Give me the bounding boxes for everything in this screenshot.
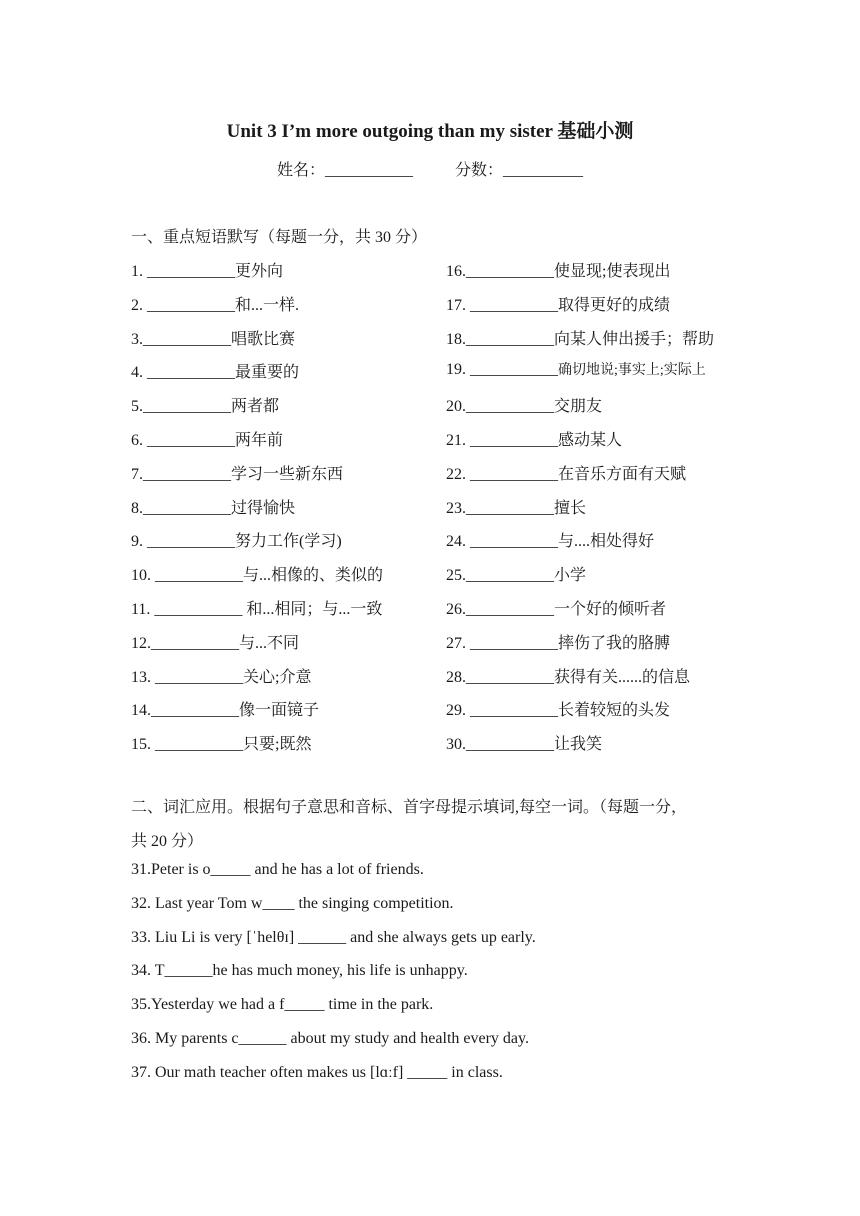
phrase-item-right: 25.___________小学 <box>446 567 587 585</box>
vocab-question: 36. My parents c______ about my study and health every day. <box>131 1030 529 1047</box>
vocab-question: 35.Yesterday we had a f_____ time in the park. <box>131 996 434 1014</box>
phrase-item-right: 24. ___________与....相处得好 <box>446 533 655 551</box>
vocab-question: 31.Peter is o_____ and he has a lot of friends. <box>131 861 424 878</box>
phrase-item-left: 10. ___________与...相像的、类似的 <box>131 567 384 585</box>
phrase-item-right: 21. ___________感动某人 <box>446 432 623 449</box>
phrase-item-right: 26.___________一个好的倾听者 <box>446 601 667 618</box>
score-blank: __________ <box>503 162 584 179</box>
phrase-item-left: 3.___________唱歌比赛 <box>131 330 296 348</box>
phrase-item-right: 16.___________使显现;使表现出 <box>446 263 671 280</box>
phrase-item-right: 27. ___________摔伤了我的胳膊 <box>446 634 671 652</box>
section2-heading-line1: 二、词汇应用。根据句子意思和音标、首字母提示填词,每空一词。（每题一分， <box>131 799 688 816</box>
phrase-item-left: 5.___________两者都 <box>131 398 280 416</box>
phrase-item-left: 15. ___________只要;既然 <box>131 736 312 754</box>
name-label: 姓名： <box>276 162 325 179</box>
phrase-item-left: 6. ___________两年前 <box>131 432 284 449</box>
phrase-item-right: 20.___________交朋友 <box>446 398 603 416</box>
phrase-item-left: 7.___________学习一些新东西 <box>131 465 344 483</box>
phrase-item-right: 18.___________向某人伸出援手；帮助 <box>446 330 715 348</box>
page-title: Unit 3 I’m more outgoing than my sister 基础小测 <box>226 121 634 142</box>
name-blank: ___________ <box>325 162 413 179</box>
vocab-question: 32. Last year Tom w____ the singing competition. <box>131 894 454 912</box>
phrase-item-right <box>446 359 706 379</box>
score-label: 分数： <box>455 162 504 179</box>
phrase-item-right: 29. ___________长着较短的头发 <box>446 702 671 720</box>
phrase-item-left: 9. ___________努力工作(学习) <box>131 533 342 551</box>
phrase-item-right: 17. ___________取得更好的成绩 <box>446 296 671 314</box>
phrase-item-left: 4. ___________最重要的 <box>131 364 300 382</box>
phrase-item-left: 2. ___________和...一样. <box>131 296 300 314</box>
phrase-item-left: 14.___________像一面镜子 <box>131 702 320 720</box>
section2-heading-line2: 共 20 分） <box>131 833 204 850</box>
phrase-item-19-meaning: 确切地说;事实上;实际上 <box>558 363 706 379</box>
phrase-item-right: 28.___________获得有关......的信息 <box>446 668 691 686</box>
phrase-item-right: 22. ___________在音乐方面有天赋 <box>446 465 687 483</box>
phrase-item-left: 1. ___________更外向 <box>131 263 284 280</box>
phrase-item-right: 30.___________让我笑 <box>446 736 603 754</box>
phrase-item-19-blank: 19. ___________ <box>446 361 558 379</box>
phrase-item-left: 12.___________与...不同 <box>131 634 300 652</box>
phrase-item-left: 11. ___________ 和...相同；与...一致 <box>131 601 383 618</box>
student-info <box>0 157 860 180</box>
vocab-question: 37. Our math teacher often makes us [lɑːf] _____ in class. <box>131 1063 503 1081</box>
phrase-item-right: 23.___________擅长 <box>446 499 587 517</box>
section1-heading: 一、重点短语默写（每题一分，共 30 分） <box>131 229 428 246</box>
vocab-question: 33. Liu Li is very [ˈhelθɪ] ______ and she always gets up early. <box>131 928 536 946</box>
vocab-question: 34. T______he has much money, his life is unhappy. <box>131 962 468 980</box>
phrase-item-left: 8.___________过得愉快 <box>131 499 296 517</box>
phrase-item-left: 13. ___________关心;介意 <box>131 668 312 686</box>
